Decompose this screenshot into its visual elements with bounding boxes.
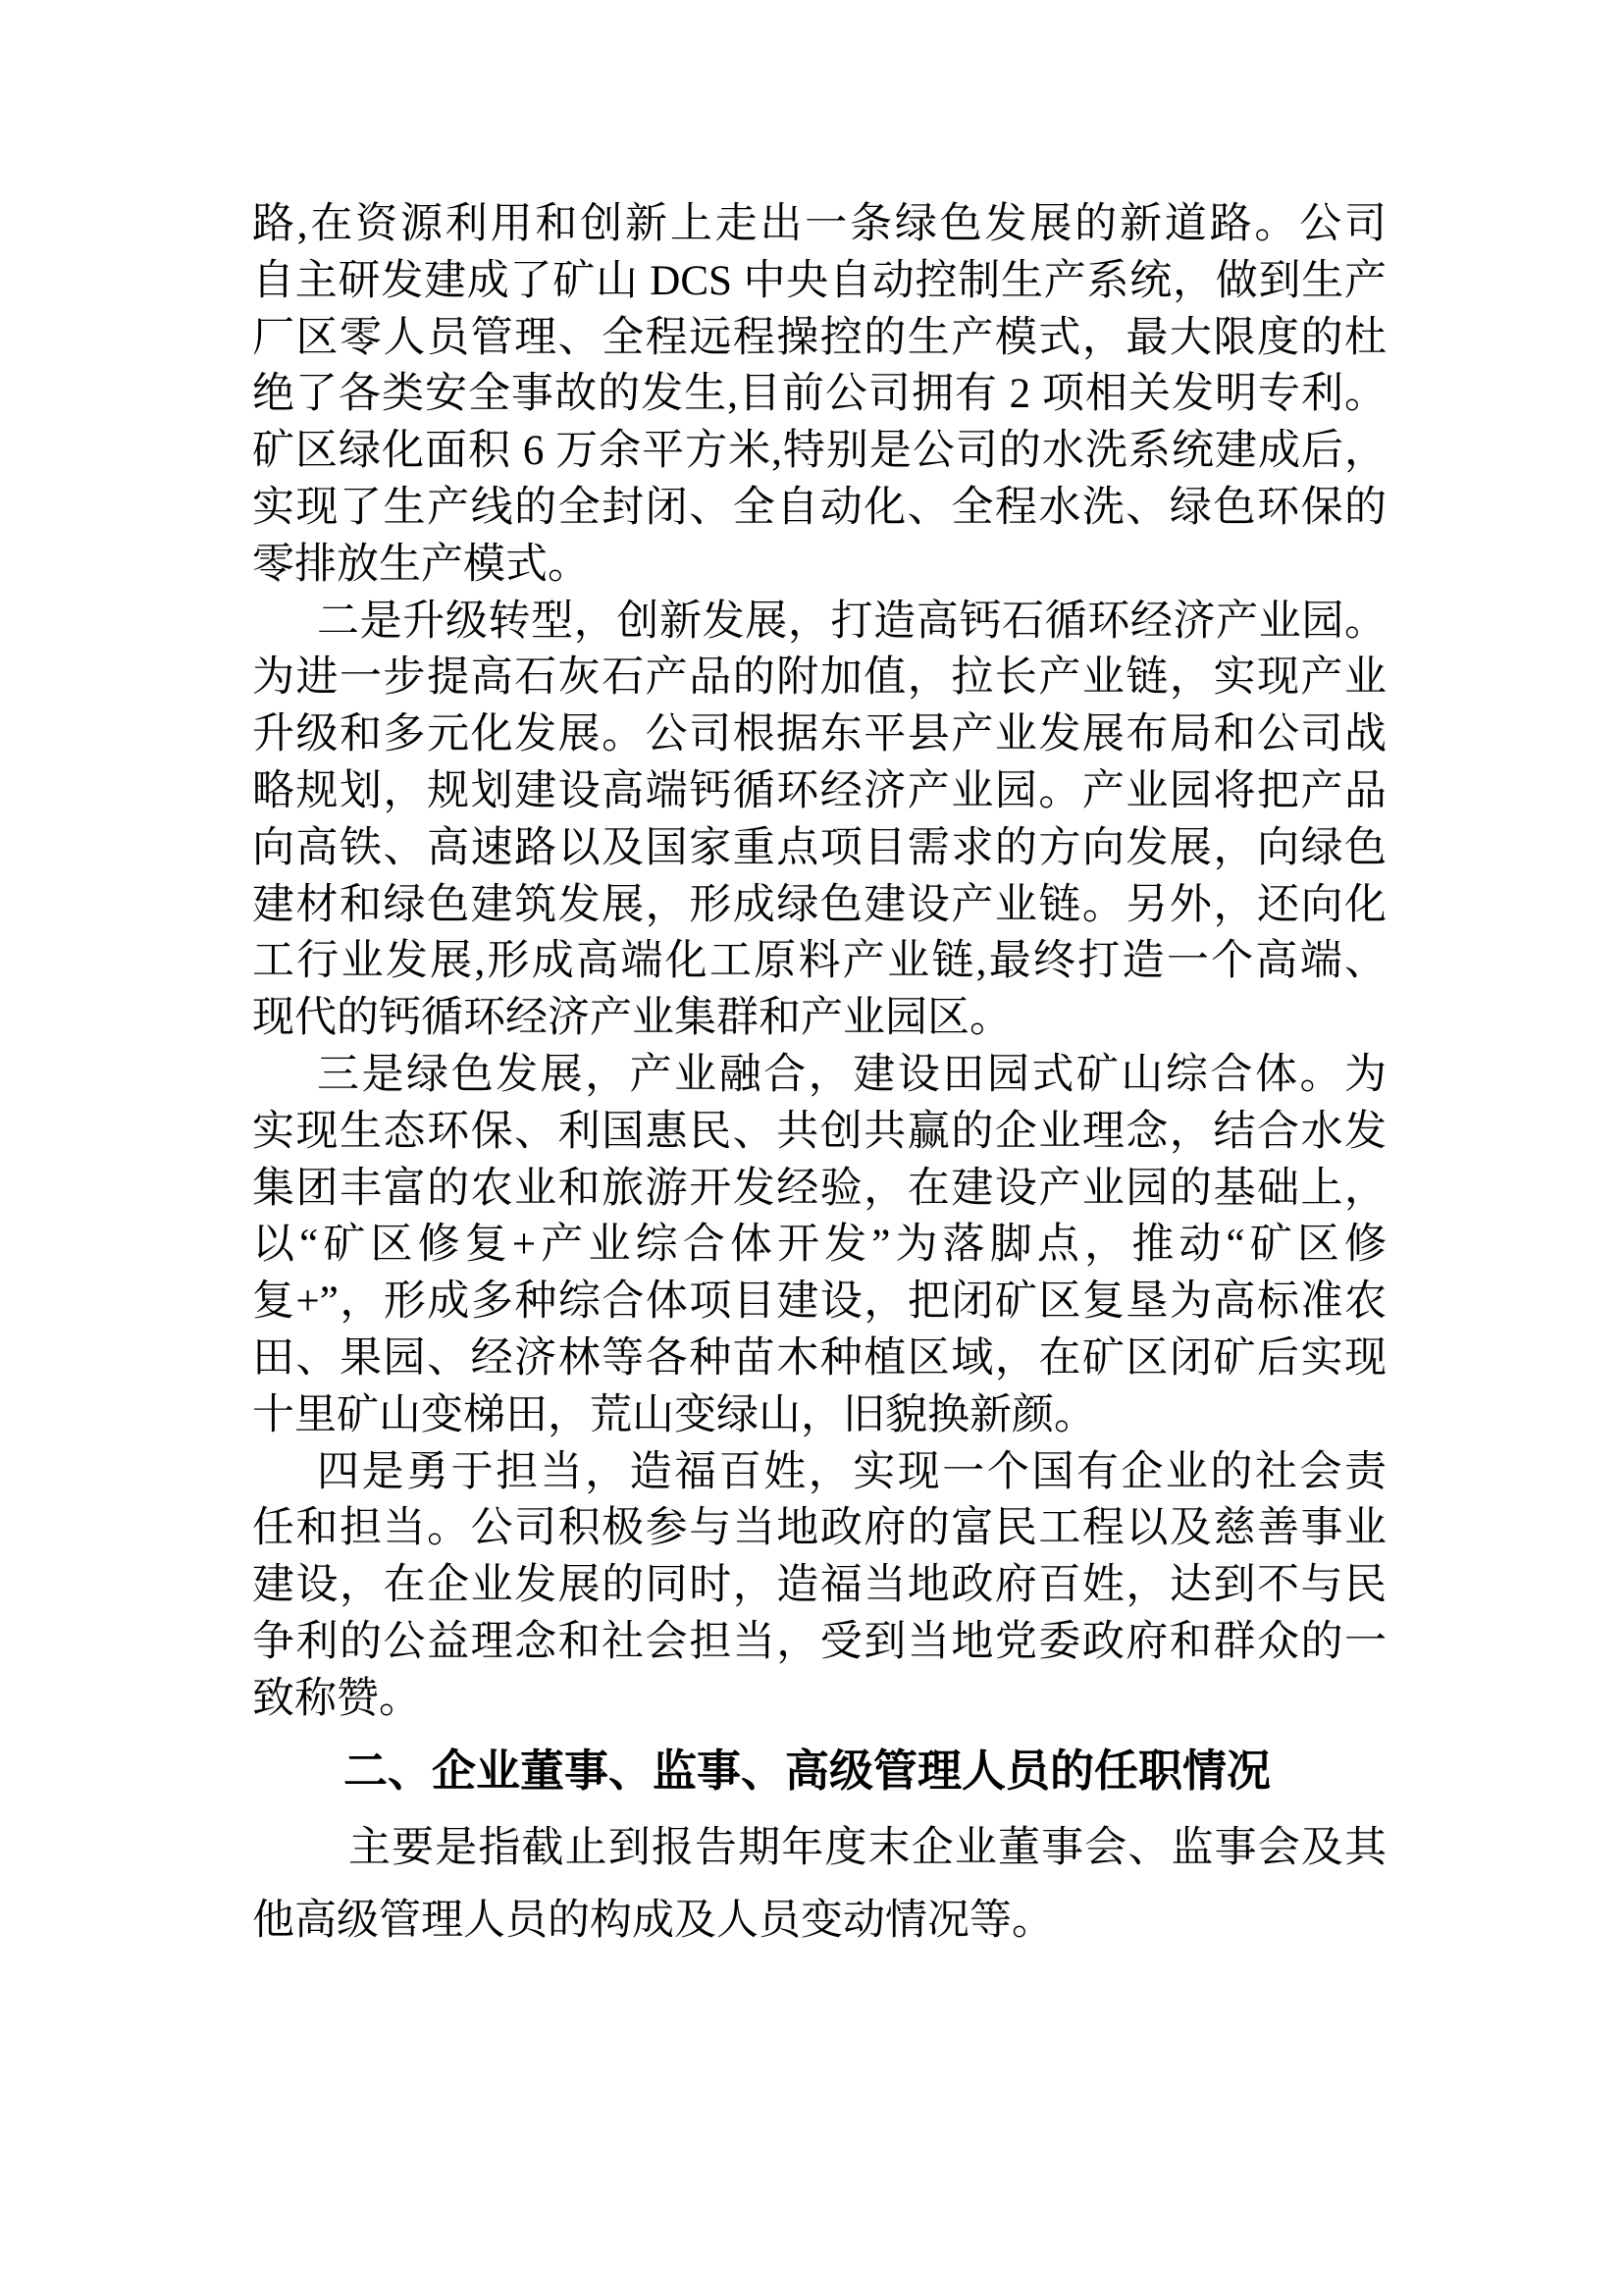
text-line: 略规划，规划建设高端钙循环经济产业园。产业园将把产品 [252,767,1387,814]
text-line: 工行业发展,形成高端化工原料产业链,最终打造一个高端、 [252,938,1387,985]
text-line: 十里矿山变梯田，荒山变绿山，旧貌换新颜。 [252,1391,1096,1438]
text-line: 实现了生产线的全封闭、全自动化、全程水洗、绿色环保的 [252,484,1387,531]
document-text [252,196,1387,1957]
text-line: 绝了各类安全事故的发生,目前公司拥有 2 项相关发明专利。 [252,371,1387,418]
text-line: 三是绿色发展，产业融合，建设田园式矿山综合体。为 [317,1051,1387,1098]
paragraph [252,1812,1387,1957]
paragraph [252,1047,1387,1444]
paragraph [252,1444,1387,1728]
text-line: 建材和绿色建筑发展，形成绿色建设产业链。另外，还向化 [252,881,1387,928]
text-line: 田、果园、经济林等各种苗木种植区域，在矿区闭矿后实现 [252,1334,1387,1382]
text-line: 路,在资源利用和创新上走出一条绿色发展的新道路。公司 [252,201,1387,247]
text-line: 四是勇于担当，造福百姓，实现一个国有企业的社会责 [317,1448,1387,1495]
text-line: 集团丰富的农业和旅游开发经验，在建设产业园的基础上， [252,1165,1387,1212]
text-line: 向高铁、高速路以及国家重点项目需求的方向发展，向绿色 [252,824,1387,871]
text-line: 现代的钙循环经济产业集群和产业园区。 [252,995,1012,1042]
text-line: 他高级管理人员的构成及人员变动情况等。 [252,1897,1054,1944]
text-line: 建设，在企业发展的同时，造福当地政府百姓，达到不与民 [252,1562,1387,1609]
section-heading [252,1742,1387,1800]
text-line: 为进一步提高石灰石产品的附加值，拉长产业链，实现产业 [252,654,1387,702]
text-line: 致称赞。 [252,1675,421,1722]
paragraph [252,594,1387,1047]
heading-text: 二、企业董事、监事、高级管理人员的任职情况 [343,1745,1272,1796]
text-line: 争利的公益理念和社会担当，受到当地党委政府和群众的一 [252,1618,1387,1665]
text-line: 二是升级转型，创新发展，打造高钙石循环经济产业园。 [317,598,1387,645]
text-line: 实现生态环保、利国惠民、共创共赢的企业理念，结合水发 [252,1108,1387,1155]
text-line: 零排放生产模式。 [252,541,590,588]
text-line: 任和担当。公司积极参与当地政府的富民工程以及慈善事业 [252,1505,1387,1552]
text-line: 厂区零人员管理、全程远程操控的生产模式，最大限度的杜 [252,314,1387,361]
text-line: 主要是指截止到报告期年度末企业董事会、监事会及其 [348,1824,1387,1871]
text-line: 自主研发建成了矿山 DCS 中央自动控制生产系统，做到生产 [252,257,1387,304]
paragraph [252,196,1387,594]
text-line: 以“矿区修复+产业综合体开发”为落脚点，推动“矿区修 [252,1222,1387,1269]
text-line: 矿区绿化面积 6 万余平方米,特别是公司的水洗系统建成后， [252,428,1387,475]
text-line: 复+”，形成多种综合体项目建设，把闭矿区复垦为高标准农 [252,1278,1387,1326]
text-line: 升级和多元化发展。公司根据东平县产业发展布局和公司战 [252,711,1387,758]
